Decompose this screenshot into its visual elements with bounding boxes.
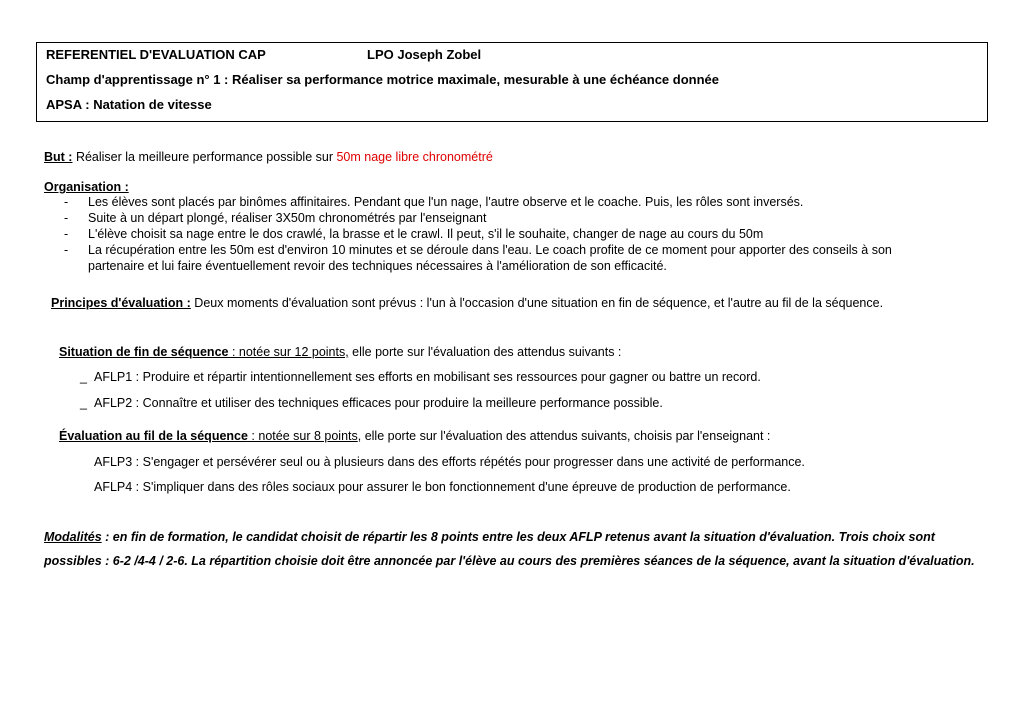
organisation-item-1: Les élèves sont placés par binômes affinitaires. Pendant que l'un nage, l'autre observe et le coache. Puis, les rôles sont inversés. (88, 195, 804, 209)
principes-text: Deux moments d'évaluation sont prévus : l'un à l'occasion d'une situation en fin de séquence, et l'autre au fil de la séquence. (190, 296, 884, 310)
dash-1: - (64, 195, 69, 209)
etablissement: LPO Joseph Zobel (367, 47, 482, 62)
modalites-label: Modalités (44, 530, 102, 544)
aflp1-text: AFLP1 : Produire et répartir intentionnellement ses efforts en mobilisant ses ressources pour gagner ou battre un record. (94, 370, 761, 384)
fin-sequence-text: elle porte sur l'évaluation des attendus suivants : (348, 345, 622, 359)
apsa-title: APSA : Natation de vitesse (46, 97, 212, 112)
dash-4: - (64, 243, 69, 257)
modalites-line-1 (44, 530, 935, 544)
organisation-item-3: L'élève choisit sa nage entre le dos crawlé, la brasse et le crawl. Il peut, s'il le souhaite, changer de nage au cours du 50m (88, 227, 764, 241)
but-highlight: 50m nage libre chronométré (336, 150, 493, 164)
fil-sequence-line (59, 429, 770, 443)
organisation-item-4-cont: partenaire et lui faire éventuellement revoir des techniques nécessaires à l'amélioration de son efficacité. (88, 259, 667, 273)
dash-3: - (64, 227, 69, 241)
fil-sequence-note: : notée sur 8 points (247, 429, 358, 443)
fin-sequence-label: Situation de fin de séquence (59, 345, 229, 359)
fil-sequence-label: Évaluation au fil de la séquence (59, 429, 248, 443)
dash-2: - (64, 211, 69, 225)
header-box (36, 42, 988, 122)
principes-label: Principes d'évaluation : (51, 296, 191, 310)
aflp2-bullet: _ (80, 396, 87, 410)
aflp2-text: AFLP2 : Connaître et utiliser des techniques efficaces pour produire la meilleure performance possible. (94, 396, 663, 410)
organisation-label: Organisation : (44, 180, 129, 194)
modalites-line-2: possibles : 6-2 /4-4 / 2-6. La répartition choisie doit être annoncée par l'élève au cours des premières séances de la séquence, avant la situation d'évaluation. (44, 554, 975, 568)
fin-sequence-note: : notée sur 12 points, (228, 345, 349, 359)
champ-apprentissage: Champ d'apprentissage n° 1 : Réaliser sa performance motrice maximale, mesurable à une échéance donnée (46, 72, 719, 87)
modalites-text-1: : en fin de formation, le candidat choisit de répartir les 8 points entre les deux AFLP retenus avant la situation d'évaluation. Trois choix sont (101, 530, 935, 544)
aflp1-bullet: _ (80, 370, 87, 384)
organisation-item-4: La récupération entre les 50m est d'environ 10 minutes et se déroule dans l'eau. Le coach profite de ce moment pour apporter des conseils à son (88, 243, 892, 257)
aflp3-text: AFLP3 : S'engager et persévérer seul ou à plusieurs dans des efforts répétés pour progresser dans une activité de performance. (94, 455, 805, 469)
principes-line (51, 296, 883, 310)
but-text: Réaliser la meilleure performance possible sur (72, 150, 337, 164)
but-label: But : (44, 150, 73, 164)
organisation-item-2: Suite à un départ plongé, réaliser 3X50m chronométrés par l'enseignant (88, 211, 487, 225)
referentiel-title: REFERENTIEL D'EVALUATION CAP (46, 47, 266, 62)
fin-sequence-line (59, 345, 621, 359)
aflp4-text: AFLP4 : S'impliquer dans des rôles sociaux pour assurer le bon fonctionnement d'une épreuve de production de performance. (94, 480, 791, 494)
but-line (44, 150, 493, 164)
fil-sequence-text: , elle porte sur l'évaluation des attendus suivants, choisis par l'enseignant : (357, 429, 771, 443)
